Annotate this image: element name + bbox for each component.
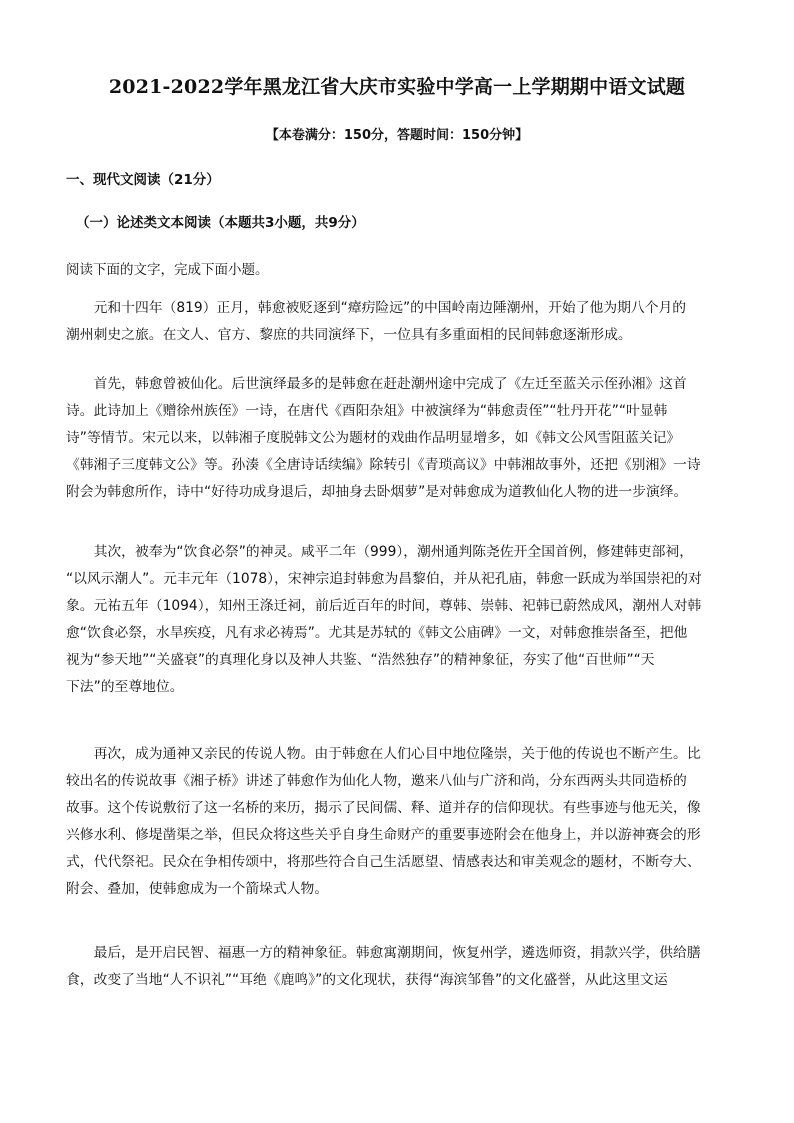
passage-paragraph-3 — [66, 539, 730, 701]
section-heading: 一、现代文阅读（21分） — [66, 172, 220, 188]
subsection-heading: （一）论述类文本阅读（本题共3小题，共9分） — [76, 215, 365, 231]
passage-paragraph-2 — [66, 371, 730, 506]
exam-title: 2021-2022学年黑龙江省大庆市实验中学高一上学期期中语文试题 — [108, 76, 686, 98]
text-line: 元和十四年（819）正月，韩愈被贬逐到“瘴疠险远”的中国岭南边陲潮州，开始了他为期八个月的 — [66, 300, 687, 316]
text-line: 诗。此诗加上《赠徐州族侄》一诗，在唐代《酉阳杂俎》中被演绎为“韩愈责侄”“牡丹开花”“叶显韩 — [66, 403, 668, 419]
exam-score-info: 【本卷满分：150分，答题时间：150分钟】 — [265, 128, 529, 143]
text-line: 再次，成为通神又亲民的传说人物。由于韩愈在人们心目中地位隆崇，关于他的传说也不断产生。比 — [66, 746, 701, 762]
text-line: 视为“参天地”“关盛衰”的真理化身以及神人共鉴、“浩然独存”的精神象征，夯实了他“百世师”“天 — [66, 652, 655, 668]
text-line: 食，改变了当地“人不识礼”“耳绝《鹿鸣》”的文化现状，获得“海滨邹鲁”的文化盛誉，从此这里文运 — [66, 972, 668, 988]
reading-instruction: 阅读下面的文字，完成下面小题。 — [66, 262, 269, 278]
text-line: 故事。这个传说敷衍了这一名桥的来历，揭示了民间儒、释、道并存的信仰现状。有些事迹与他无关，像 — [66, 800, 701, 816]
text-line: 愈“饮食必祭，水旱疾疫，凡有求必祷焉”。尤其是苏轼的《韩文公庙碑》一文，对韩愈推崇备至，把他 — [66, 625, 688, 641]
text-line: 最后，是开启民智、福惠一方的精神象征。韩愈寓潮期间，恢复州学，遴选师资，捐款兴学，供给膳 — [66, 945, 701, 961]
passage-paragraph-5 — [66, 940, 730, 994]
text-line: 诗”等情节。宋元以来，以韩湘子度脱韩文公为题材的戏曲作品明显增多，如《韩文公风雪阻蓝关记》 — [66, 430, 681, 446]
text-line: 式，代代祭祀。民众在争相传颂中，将那些符合自己生活愿望、情感表达和审美观念的题材，不断夸大、 — [66, 854, 701, 870]
text-line: 其次，被奉为“饮食必祭”的神灵。咸平二年（999），潮州通判陈尧佐开全国首例，修建韩吏部祠， — [66, 544, 693, 560]
text-line: 象。元祐五年（1094），知州王涤迁祠，前后近百年的时间，尊韩、崇韩、祀韩已蔚然成风，潮州人对韩 — [66, 598, 702, 614]
text-line: 附会为韩愈所作，诗中“好待功成身退后，却抽身去卧烟萝”是对韩愈成为道教仙化人物的进一步演绎。 — [66, 484, 688, 500]
passage-paragraph-4 — [66, 741, 730, 903]
text-line: 较出名的传说故事《湘子桥》讲述了韩愈作为仙化人物，邀来八仙与广济和尚，分东西两头共同造桥的 — [66, 773, 687, 789]
text-line: 下法”的至尊地位。 — [66, 679, 184, 695]
text-line: 首先，韩愈曾被仙化。后世演绎最多的是韩愈在赶赴潮州途中完成了《左迁至蓝关示侄孙湘》这首 — [66, 376, 687, 392]
text-line: 《韩湘子三度韩文公》等。孙湊《全唐诗话续编》除转引《青琐高议》中韩湘故事外，还把《别湘》一诗 — [66, 457, 701, 473]
text-line: 兴修水利、修堤凿渠之举，但民众将这些关乎自身生命财产的重要事迹附会在他身上，并以游神赛会的形 — [66, 827, 701, 843]
text-line: “以风示潮人”。元丰元年（1078），宋神宗追封韩愈为昌黎伯，并从祀孔庙，韩愈一跃成为举国崇祀的对 — [66, 571, 702, 587]
text-line: 附会、叠加，使韩愈成为一个箭垛式人物。 — [66, 881, 329, 897]
text-line: 潮州刺史之旅。在文人、官方、黎庶的共同演绎下，一位具有多重面相的民间韩愈逐渐形成。 — [66, 327, 632, 343]
passage-paragraph-1 — [66, 295, 730, 349]
